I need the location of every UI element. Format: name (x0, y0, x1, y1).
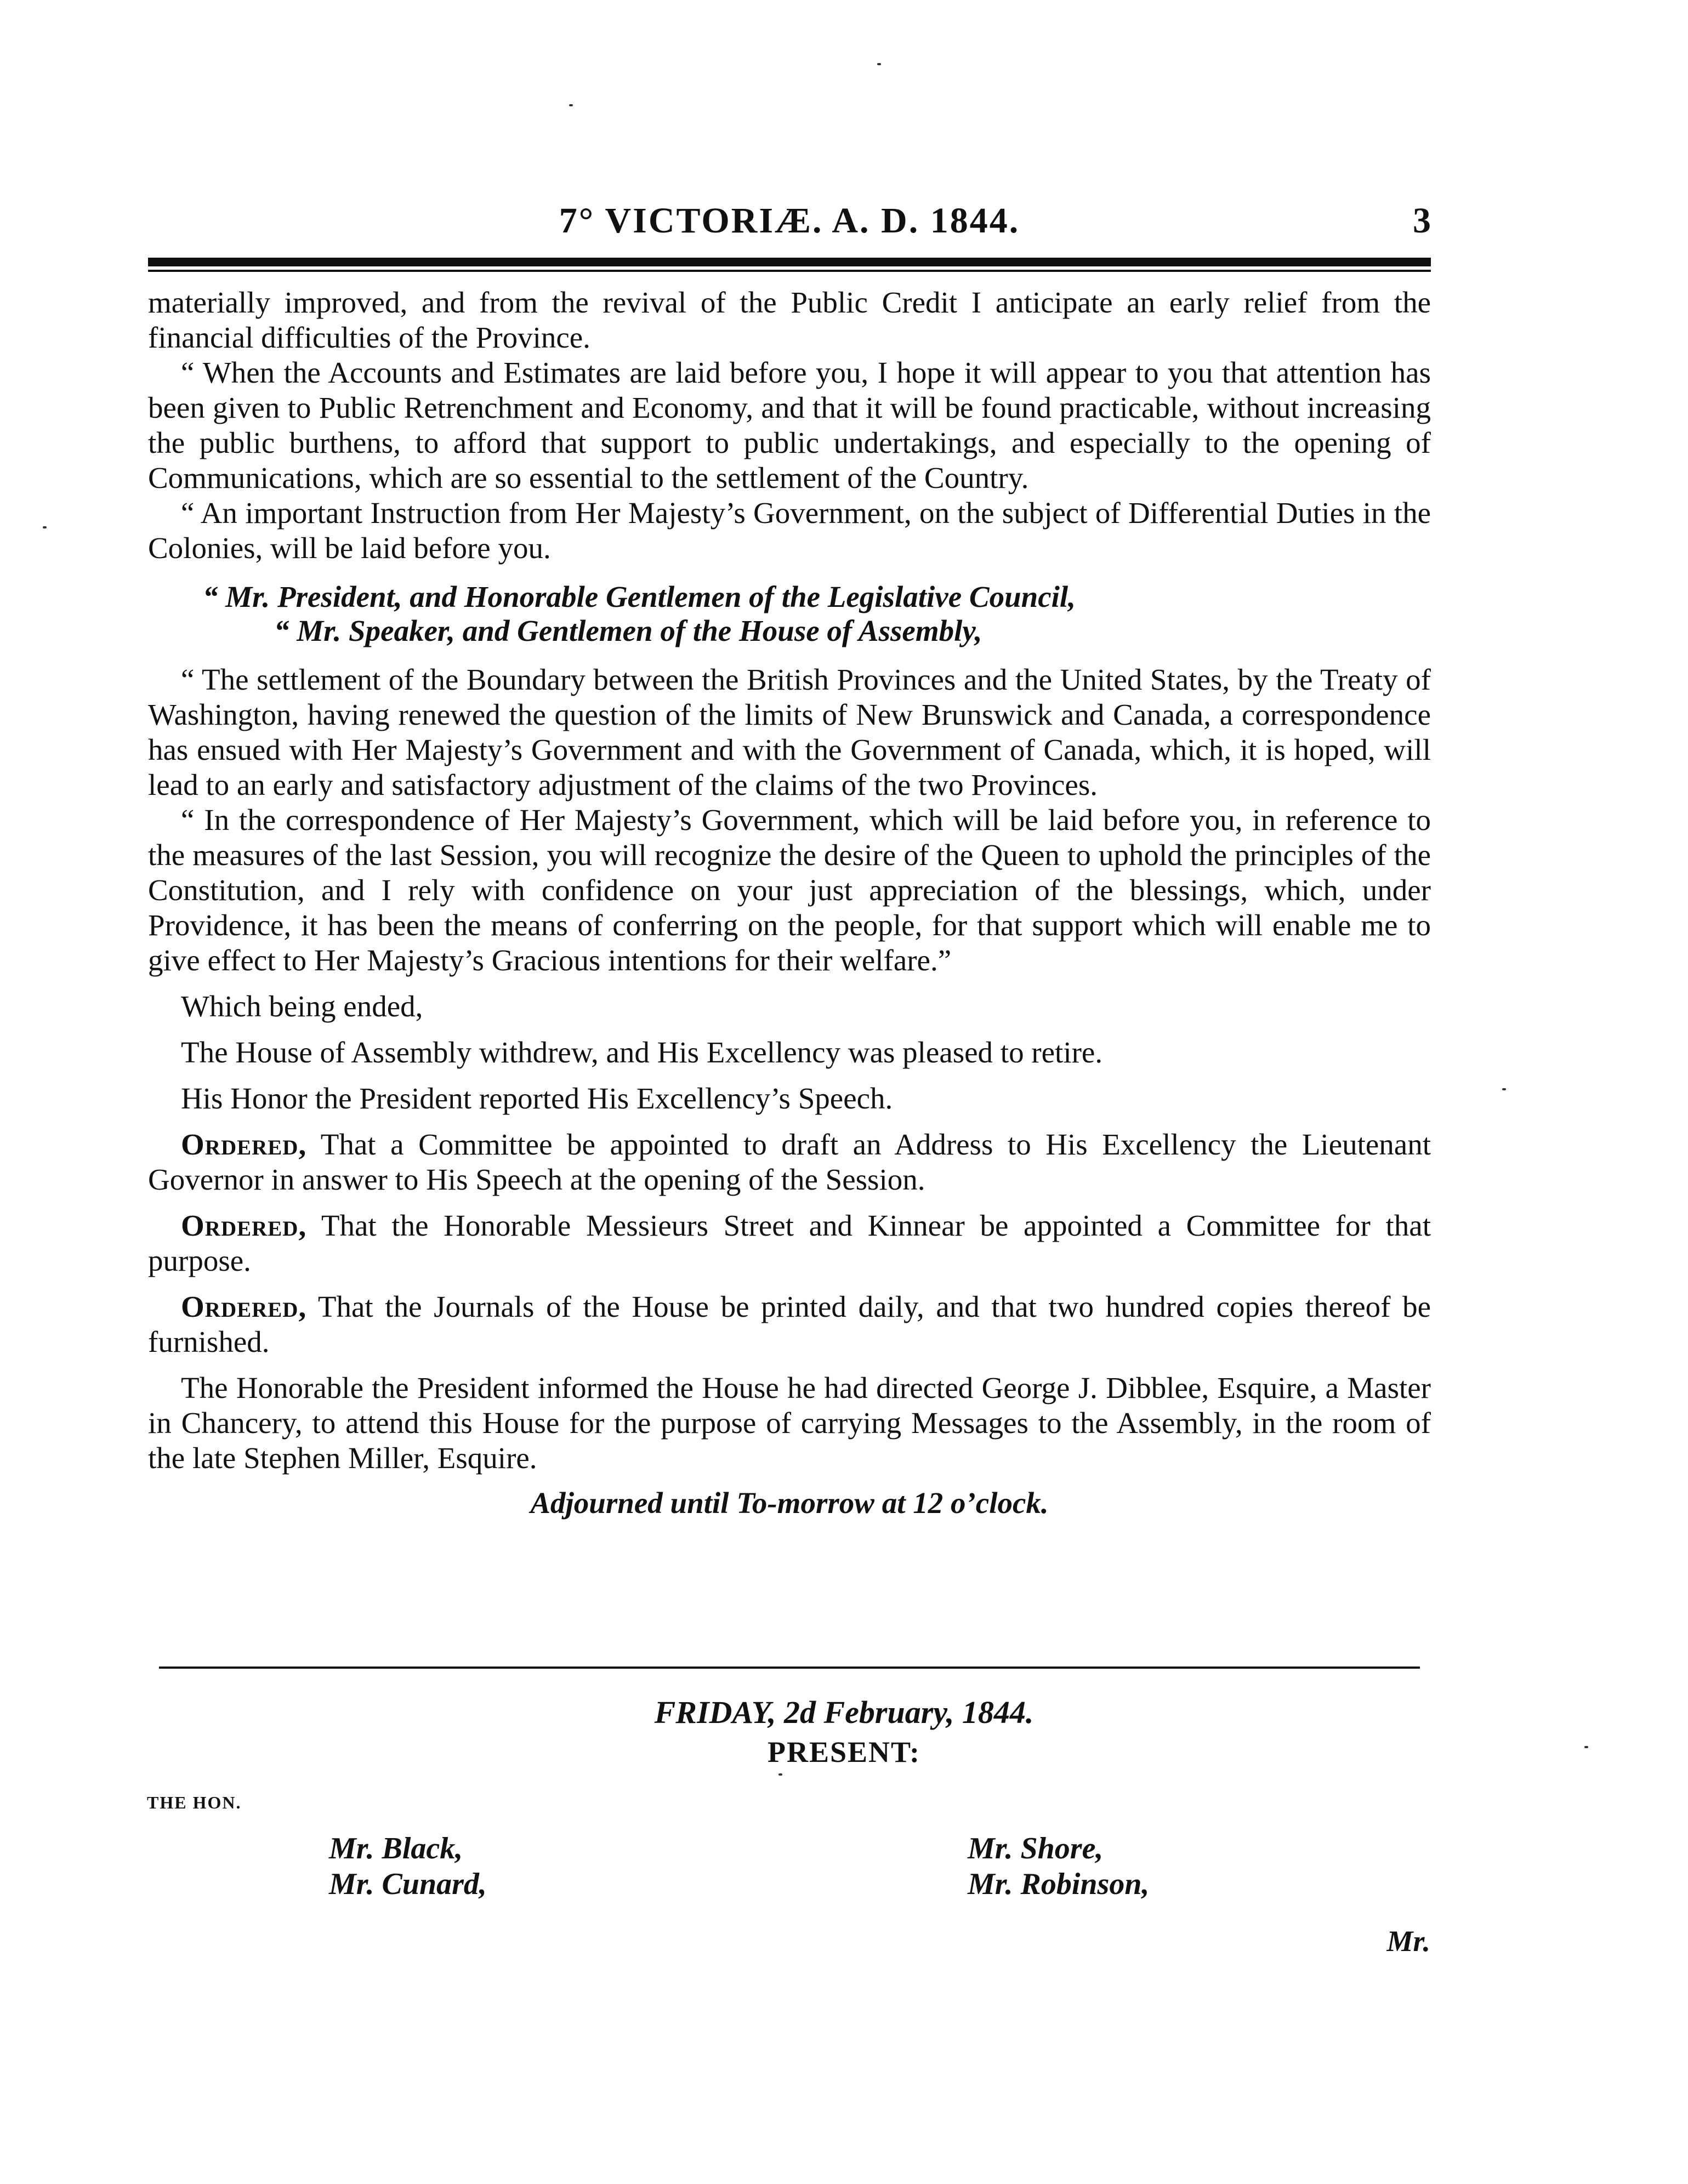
ordered-label: Ordered, (181, 1290, 307, 1323)
order-text: That the Journals of the House be printed daily, and that two hundred copies thereof be furnished. (148, 1290, 1431, 1358)
member-name: Mr. Robinson, (968, 1867, 1150, 1901)
paragraph-boundary: “ The settlement of the Boundary between the British Provinces and the United States, by the Treaty of Washington, having renewed the question of the limits of New Brunswick and Canada, a correspondence has ensued with Her Majesty’s Government and with the Government of Canada, which, it is hoped, will lead to an early and satisfactory adjustment of the claims of the two Provinces. (148, 663, 1431, 801)
salutation-council: “ Mr. President, and Honorable Gentlemen of the Legislative Council, (203, 580, 1076, 613)
salutation (148, 580, 1431, 648)
paragraph-instruction: “ An important Instruction from Her Majesty’s Government, on the subject of Differential Duties in the Colonies, will be laid before you. (148, 496, 1431, 565)
page-number: 3 (1413, 201, 1431, 241)
header-thin-rule (148, 270, 1431, 272)
adjournment-note: Adjourned until To-morrow at 12 o’clock. (530, 1486, 1049, 1520)
section-divider (159, 1667, 1420, 1669)
ordered-label: Ordered, (181, 1128, 307, 1161)
entry-order-committee (148, 1127, 1431, 1197)
order-text: That the Honorable Messieurs Street and Kinnear be appointed a Committee for that purpose. (148, 1209, 1431, 1277)
paragraph-accounts: “ When the Accounts and Estimates are laid before you, I hope it will appear to you that attention has been given to Public Retrenchment and Economy, and that it will be found practicable, without increasing the public burthens, to afford that support to public undertakings, and especially to the opening of Communications, which are so essential to the settlement of the Country. (148, 356, 1431, 494)
entry-assembly-withdrew: The House of Assembly withdrew, and His Excellency was pleased to retire. (181, 1036, 1103, 1069)
entry-speech-reported: His Honor the President reported His Excellency’s Speech. (181, 1082, 893, 1115)
print-speck (43, 526, 47, 528)
entry-speech-ended: Which being ended, (181, 989, 423, 1023)
entry-order-journals (148, 1289, 1431, 1360)
sitting-date: FRIDAY, 2d February, 1844. (654, 1694, 1034, 1730)
paragraph-continued: materially improved, and from the revival of the Public Credit I anticipate an early relief from the financial difficulties of the Province. (148, 286, 1431, 354)
print-speck (778, 1773, 782, 1776)
print-speck (1584, 1746, 1588, 1748)
the-hon-label: THE HON. (147, 1793, 242, 1812)
ordered-label: Ordered, (181, 1209, 307, 1242)
present-heading: PRESENT: (767, 1736, 921, 1768)
print-speck (877, 63, 881, 65)
page-header (148, 200, 1431, 249)
catchword: Mr. (1386, 1925, 1430, 1958)
print-speck (1502, 1088, 1506, 1090)
header-thick-rule (148, 258, 1431, 266)
salutation-assembly: “ Mr. Speaker, and Gentlemen of the House of Assembly, (274, 614, 982, 647)
journal-body (148, 285, 1431, 1521)
print-speck (569, 104, 573, 106)
order-text: That a Committee be appointed to draft an Address to His Excellency the Lieutenant Governor in answer to His Speech at the opening of the Session. (148, 1128, 1431, 1196)
running-title: 7° VICTORIÆ. A. D. 1844. (559, 201, 1020, 241)
paragraph-correspondence: “ In the correspondence of Her Majesty’s Government, which will be laid before you, in reference to the measures of the last Session, you will recognize the desire of the Queen to uphold the principles of the Constitution, and I rely with confidence on your just appreciation of the blessings, which, under Providence, it has been the means of conferring on the people, for that support which will enable me to give effect to Her Majesty’s Gracious intentions for their welfare.” (148, 803, 1431, 977)
entry-master-in-chancery: The Honorable the President informed the House he had directed George J. Dibblee, Esquire, a Master in Chancery, to attend this House for the purpose of carrying Messages to the Assembly, in the room of the late Stephen Miller, Esquire. (148, 1371, 1431, 1475)
member-name: Mr. Shore, (968, 1832, 1104, 1866)
member-name: Mr. Black, (329, 1832, 463, 1866)
member-name: Mr. Cunard, (329, 1867, 487, 1901)
entry-order-members (148, 1208, 1431, 1278)
